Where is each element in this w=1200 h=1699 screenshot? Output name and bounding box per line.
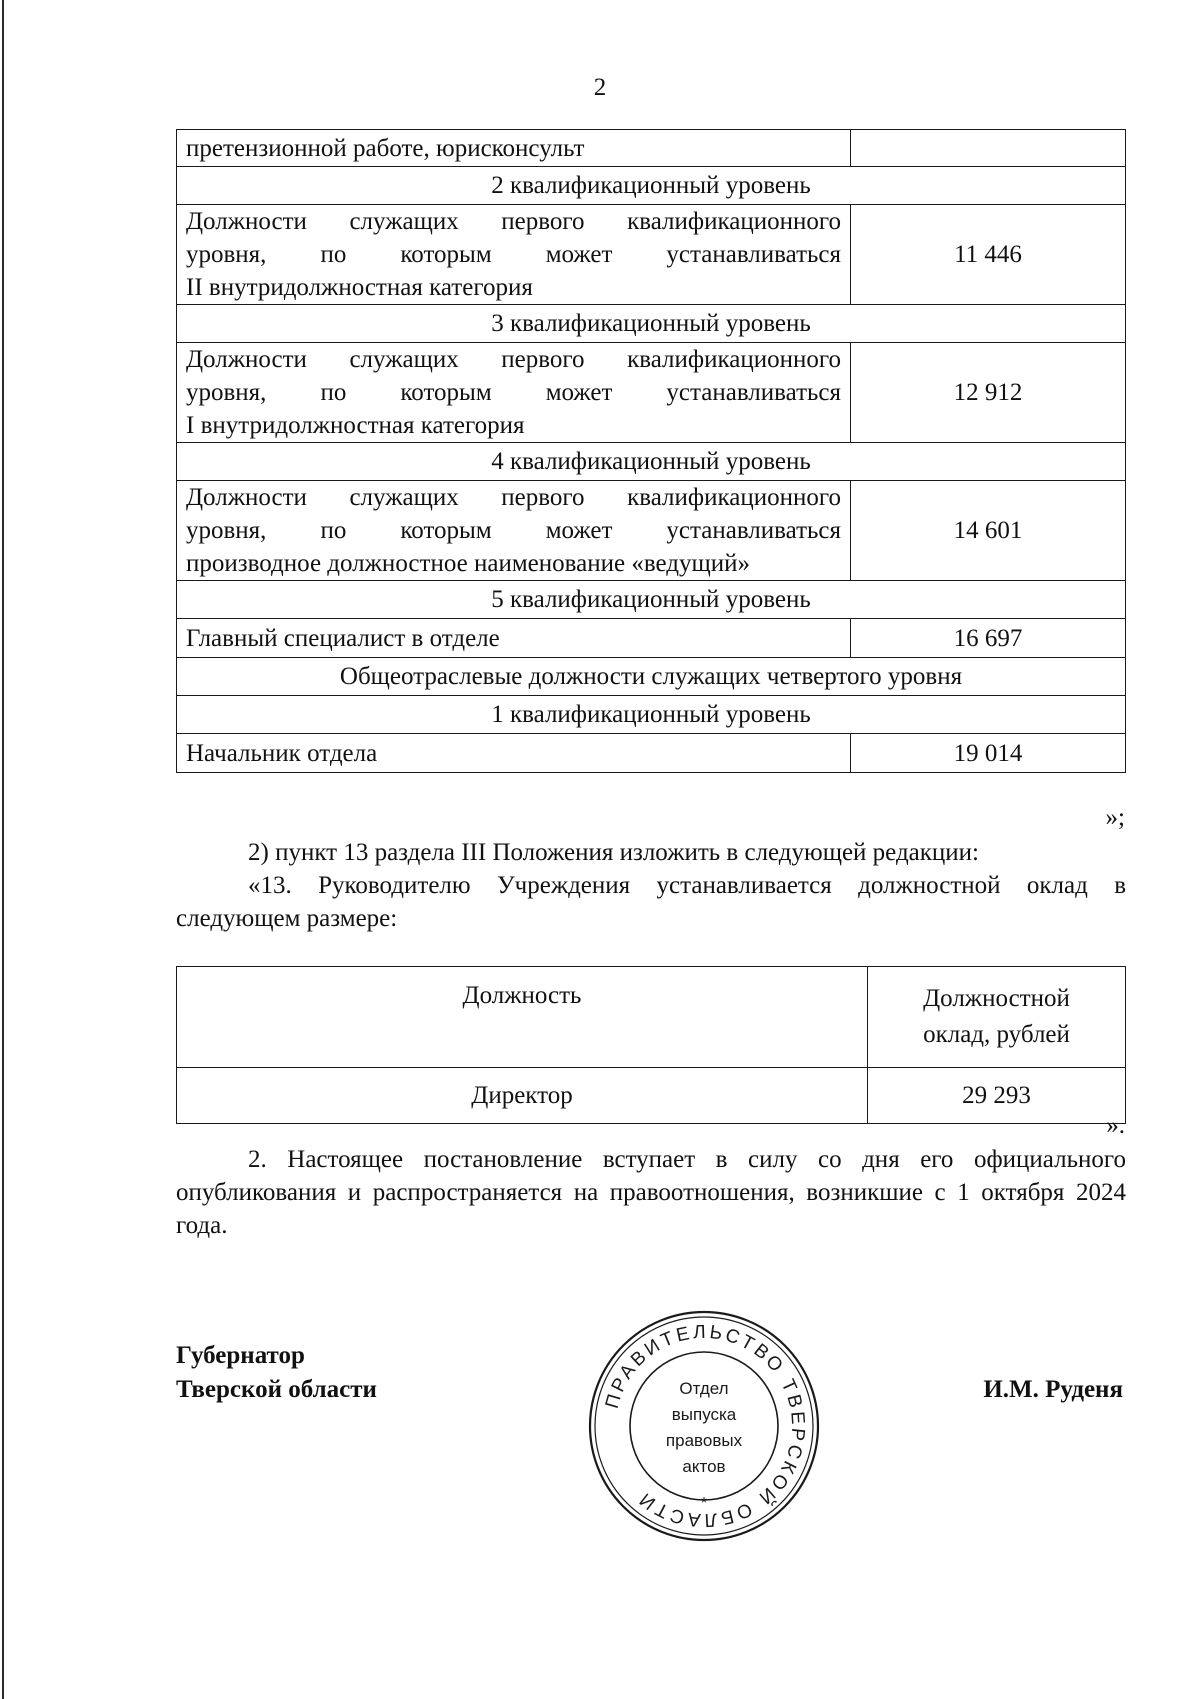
cell-line: уровня, по которым может устанавливаться xyxy=(186,241,841,268)
table-row-level xyxy=(177,658,1126,696)
table-cell-salary: 29 293 xyxy=(868,1068,1126,1124)
director-salary-table xyxy=(176,966,1126,1124)
table-row-level xyxy=(177,581,1126,619)
seal-center-line: Отдел xyxy=(679,1379,729,1398)
header-position-label: Должность xyxy=(462,982,582,1009)
table-cell-salary: 11 446 xyxy=(851,205,1126,305)
level-heading: 3 квалификационный уровень xyxy=(177,305,1126,343)
header-salary xyxy=(868,967,1126,1068)
table-row-level xyxy=(177,696,1126,734)
official-seal xyxy=(586,1308,822,1544)
page-number: 2 xyxy=(593,74,607,101)
cell-line: уровня, по которым может устанавливаться xyxy=(186,517,841,544)
table-row-level xyxy=(177,167,1126,205)
table-cell-salary: 12 912 xyxy=(851,343,1126,443)
table-row xyxy=(177,205,1126,305)
table-cell-position xyxy=(177,205,851,305)
table-row xyxy=(177,1068,1126,1124)
seal-center-line: актов xyxy=(682,1457,726,1476)
table-cell-position xyxy=(177,343,851,443)
cell-line: Должности служащих первого квалификационного xyxy=(186,208,841,235)
header-salary-line: Должностной xyxy=(923,985,1070,1012)
table-row xyxy=(177,481,1126,581)
table-row xyxy=(177,343,1126,443)
table-cell-position xyxy=(177,481,851,581)
table-cell-salary: 14 601 xyxy=(851,481,1126,581)
table-cell-salary: 19 014 xyxy=(851,734,1126,773)
seal-star: * xyxy=(700,1495,708,1512)
cell-line: Должности служащих первого квалификационного xyxy=(186,346,841,373)
table-cell-position: Начальник отдела xyxy=(177,734,851,773)
table-row xyxy=(177,130,1126,167)
scan-edge-line xyxy=(2,0,4,1699)
table-cell-position: Главный специалист в отделе xyxy=(177,619,851,658)
table-cell-salary: 16 697 xyxy=(851,619,1126,658)
table-row xyxy=(177,619,1126,658)
seal-center-line: правовых xyxy=(665,1431,743,1450)
signatory-name: И.М. Руденя xyxy=(983,1376,1123,1403)
seal-center-line: выпуска xyxy=(671,1405,737,1424)
table2-closing-quote: ». xyxy=(1106,1112,1125,1139)
cell-line: Должности служащих первого квалификационного xyxy=(186,484,841,511)
level-heading: Общеотраслевые должности служащих четвертого уровня xyxy=(177,658,1126,696)
signatory-title xyxy=(176,1339,377,1407)
paragraph-effective-date: 2. Настоящее постановление вступает в силу со дня его официального опубликования и распространяется на правоотношения, возникшие с 1 октября 2024 года. xyxy=(176,1146,1126,1239)
table-cell-position: претензионной работе, юрисконсульт xyxy=(177,130,851,167)
header-salary-line: оклад, рублей xyxy=(923,1021,1070,1048)
seal-ring-text: ПРАВИТЕЛЬСТВО ТВЕРСКОЙ ОБЛАСТИ xyxy=(601,1321,809,1531)
table-header-row xyxy=(177,967,1126,1068)
table1-closing-quote: »; xyxy=(1105,804,1125,831)
table-row xyxy=(177,734,1126,773)
signatory-title-line: Губернатор xyxy=(176,1342,305,1369)
cell-line: уровня, по которым может устанавливаться xyxy=(186,379,841,406)
level-heading: 5 квалификационный уровень xyxy=(177,581,1126,619)
signatory-title-line: Тверской области xyxy=(176,1376,377,1403)
table-row-level xyxy=(177,305,1126,343)
table-cell-position: Директор xyxy=(177,1068,868,1124)
paragraph-item-2: 2) пункт 13 раздела III Положения изложить в следующей редакции: xyxy=(248,839,979,866)
cell-line: производное должностное наименование «ведущий» xyxy=(186,550,750,577)
table-row-level xyxy=(177,443,1126,481)
seal-center-text xyxy=(586,1376,822,1480)
salary-table xyxy=(176,129,1126,773)
paragraph-item-13: «13. Руководителю Учреждения устанавливается должностной оклад в следующем размере: xyxy=(176,872,1126,932)
level-heading: 1 квалификационный уровень xyxy=(177,696,1126,734)
level-heading: 2 квалификационный уровень xyxy=(177,167,1126,205)
table-cell-salary xyxy=(851,130,1126,167)
level-heading: 4 квалификационный уровень xyxy=(177,443,1126,481)
cell-line: I внутридолжностная категория xyxy=(186,412,525,439)
header-position xyxy=(177,967,868,1068)
cell-line: II внутридолжностная категория xyxy=(186,274,533,301)
